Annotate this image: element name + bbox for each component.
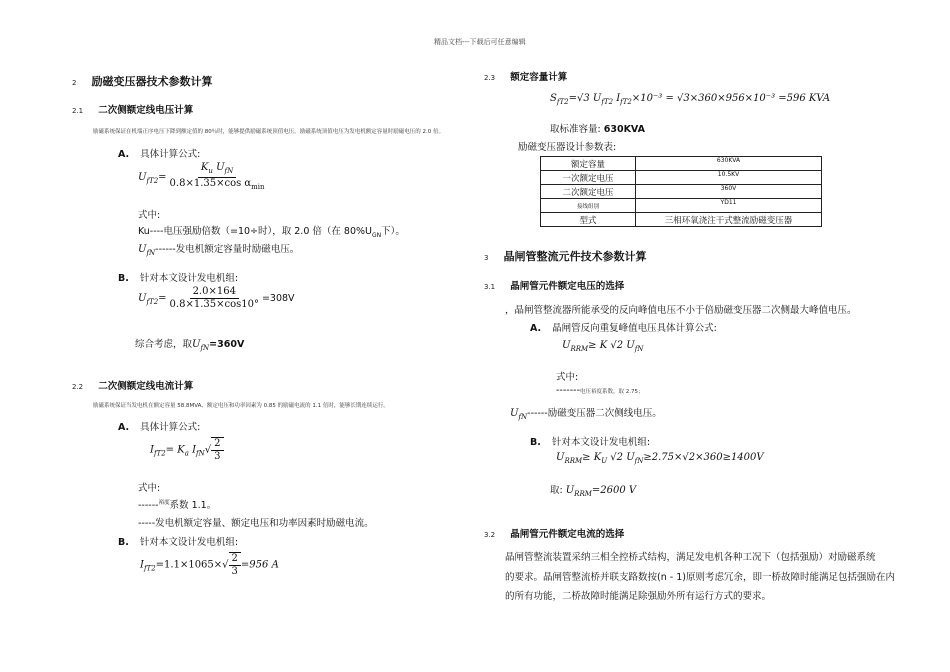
section-3-1-heading: [484, 274, 624, 293]
item-text: 针对本文设计发电机组:: [139, 273, 239, 284]
definition-text: ------励磁变压器二次侧线电压。: [527, 408, 662, 419]
formula-symbol: U: [138, 293, 147, 304]
formula-numerator: 2: [211, 438, 223, 451]
item-label: A.: [530, 323, 542, 334]
formula-operator: = K: [165, 444, 185, 456]
formula-subscript: fN: [224, 167, 234, 175]
formula-symbol: U: [562, 340, 571, 351]
section-2-2-heading: [72, 374, 193, 393]
page-header: 精品文档---下载后可任意编辑: [434, 38, 526, 46]
formula-body: =√3 U: [568, 93, 602, 104]
formula-subscript: fN: [196, 449, 205, 458]
section-2-3-heading: [484, 65, 567, 84]
formula-symbol: U: [556, 452, 565, 463]
formula-body-2: √2 U: [610, 452, 635, 463]
formula-fraction: [211, 437, 223, 463]
formula-symbol: I: [616, 93, 621, 104]
section-number: 3: [484, 254, 489, 262]
section-title: 晶闸管元件额定电流的选择: [510, 529, 625, 540]
formula-urrm: [562, 340, 643, 353]
formula-symbol: U: [510, 408, 519, 419]
item-b: [118, 534, 238, 548]
table-caption: 励磁变压器设计参数表:: [518, 142, 617, 153]
item-a: [530, 320, 717, 334]
formula-tail: ≥2.75×√2×360≥1400V: [643, 452, 764, 463]
definition-text: ------发电机额定容量时励磁电压。: [155, 244, 300, 255]
item-label: A.: [118, 149, 130, 160]
formula-numerator: K: [200, 162, 209, 173]
formula-subscript: fT2: [556, 98, 569, 106]
section-title: 励磁变压器技术参数计算: [91, 75, 213, 88]
formula-ufT2: $U_{fT2}=$ $\frac{K_u U_{fN}}{0.8\times 1.35\times\cos \alpha_{min}}$: [138, 162, 268, 193]
standard-capacity: [550, 121, 645, 135]
capacity-value: 630KVA: [603, 124, 645, 135]
table-cell-label: 额定容量: [541, 157, 636, 171]
item-label: A.: [118, 422, 130, 433]
formula-tail: ×10⁻³ = √3×360×956×10⁻³ =596 KVA: [631, 93, 831, 104]
formula-sfT2: [550, 93, 830, 106]
formula-fraction: [167, 286, 262, 311]
formula-symbol: I: [140, 559, 144, 571]
ka-definition: [138, 497, 216, 511]
formula-subscript: fN: [634, 457, 644, 465]
paragraph-line: 的所有功能，二桥故障时能满足除强励外所有运行方式的要求。: [505, 591, 772, 602]
capacity-label: 取标准容量:: [550, 124, 601, 135]
formula-subscript: fT2: [153, 449, 166, 458]
conclusion-line: [135, 336, 244, 352]
formula-fraction: [229, 552, 241, 578]
item-text: 具体计算公式:: [140, 422, 201, 433]
section-number: 3.2: [484, 531, 496, 539]
table-cell-label: 二次额定电压: [541, 185, 636, 199]
ufn-definition: [138, 241, 299, 257]
table-cell-value: YD11: [636, 199, 822, 213]
formula-ufT2-calc: $U_{fT2}=$ $\frac{2.0\times 164}{0.8\times 1.35\times\cos 10^\circ}$ =308V: [138, 286, 295, 310]
table-row: [541, 185, 822, 199]
formula-denominator: 0.8×1.35×cos10°: [169, 299, 259, 310]
formula-symbol: U: [138, 172, 147, 183]
section-2-2-description: 励磁系统保证当发电机在额定容量 58.8MVA、额定电压和功率因素为 0.85 的励磁电流的 1.1 倍时，能够长期连续运行。: [93, 403, 389, 409]
take-label: 取:: [550, 485, 563, 496]
section-title: 二次侧额定线电压计算: [98, 105, 194, 116]
where-label: 式中:: [138, 483, 161, 494]
formula-fraction: [167, 162, 268, 193]
table-cell-value: 360V: [636, 185, 822, 199]
item-text: 晶闸管反向重复峰值电压具体计算公式:: [552, 323, 717, 334]
item-a: [118, 146, 200, 160]
formula-subscript: u: [208, 167, 213, 175]
formula-symbol: S: [550, 93, 557, 104]
ufn-definition: [510, 405, 662, 421]
formula-numerator: 2.0×164: [190, 286, 239, 299]
section-title: 二次侧额定线电流计算: [98, 381, 194, 392]
definition-text: 电压裕度系数，取 2.75；: [580, 389, 644, 395]
take-value: [550, 482, 636, 498]
definition-prefix: -------: [556, 385, 580, 396]
formula-denominator: 3: [214, 451, 221, 462]
definition-text: 系数 1.1。: [169, 500, 217, 511]
table-cell-label: 型式: [541, 213, 636, 227]
formula-subscript: fT2: [146, 177, 159, 185]
table-row: [541, 171, 822, 185]
formula-subscript: RRM: [564, 457, 583, 465]
formula-subscript: min: [251, 183, 265, 191]
formula-result: =2600 V: [591, 485, 637, 496]
table-cell-label: 一次额定电压: [541, 171, 636, 185]
formula-symbol: U: [192, 339, 201, 350]
formula-urrm-calc: [556, 452, 764, 465]
formula-result: =308V: [261, 293, 295, 304]
definition-text: Ku----电压强励倍数（=10÷时），取 2.0 倍（在 80%U: [138, 226, 372, 237]
section-number: 3.1: [484, 283, 496, 291]
formula-numerator-2: U: [216, 162, 225, 173]
formula-subscript: fN: [200, 343, 210, 352]
section-title: 额定容量计算: [510, 72, 568, 83]
formula-subscript: RRM: [574, 489, 592, 498]
definition-small: 裕度: [158, 499, 170, 506]
item-text: 具体计算公式:: [140, 149, 201, 160]
table-row: [541, 157, 822, 171]
item-text: 针对本文设计发电机组:: [139, 537, 239, 548]
section-2-1-heading: [72, 98, 193, 117]
formula-ifT2-calc: $I_{fT2}=1.1\times 1065\times√$ $\frac{2}{3}$ =956 A: [140, 553, 279, 577]
table-cell-label: 接线组别: [541, 199, 636, 213]
formula-subscript: fN: [634, 345, 644, 353]
where-label: 式中:: [556, 372, 579, 383]
formula-result: =956 A: [240, 559, 279, 571]
definition-end: 下）。: [381, 226, 405, 237]
section-number: 2.3: [484, 74, 496, 82]
table-cell-value: 三相环氧浇注干式整流励磁变压器: [636, 213, 822, 227]
formula-subscript: U: [601, 457, 608, 465]
section-number: 2: [72, 79, 77, 87]
paragraph-line: 晶闸管整流装置采纳三相全控桥式结构，满足发电机各种工况下（包括强励）对励磁系统: [505, 552, 876, 563]
where-label: 式中:: [138, 210, 161, 221]
formula-symbol: I: [192, 444, 197, 456]
formula-subscript: fT2: [146, 298, 159, 306]
formula-ifT2: $I_{fT2}= K_a$ $I_{fN}√$ $\frac{2}{3}$: [150, 437, 224, 463]
formula-denominator: 3: [231, 566, 238, 577]
item-label: B.: [530, 437, 541, 448]
table-cell-value: 630KVA: [636, 157, 822, 171]
k-definition: [556, 385, 644, 396]
formula-body: ≥ K: [582, 452, 602, 463]
formula-subscript: fT2: [143, 564, 156, 573]
section-number: 2.2: [72, 383, 84, 391]
formula-body: ≥ K √2 U: [588, 340, 635, 351]
formula-operator: =1.1×1065×: [155, 559, 223, 571]
table-row: [541, 213, 822, 227]
formula-numerator: 2: [229, 553, 241, 566]
formula-subscript: a: [184, 449, 189, 458]
section-title: 晶闸管整流元件技术参数计算: [503, 250, 647, 263]
section-3-2-heading: [484, 522, 624, 541]
formula-subscript: fT2: [601, 98, 614, 106]
conclusion-text: 综合考虑，取: [135, 339, 193, 350]
item-text: 针对本文设计发电机组:: [551, 437, 651, 448]
formula-subscript: fN: [146, 248, 156, 257]
formula-subscript: fT2: [620, 98, 632, 106]
section-3-1-description: ，晶闸管整流器所能承受的反向峰值电压不小于倍励磁变压器二次侧最大峰值电压。: [505, 305, 857, 316]
item-label: B.: [118, 273, 129, 284]
section-2-heading: [72, 70, 213, 89]
item-b: [118, 270, 238, 284]
formula-symbol: U: [138, 244, 147, 255]
section-3-heading: [484, 245, 647, 264]
formula-subscript: RRM: [570, 345, 589, 353]
ku-definition: [138, 223, 405, 239]
item-label: B.: [118, 537, 129, 548]
definition-subscript: GN: [371, 231, 382, 239]
ifn-definition: -----发电机额定容量、额定电压和功率因素时励磁电流。: [138, 518, 374, 529]
table-row: [541, 199, 822, 213]
paragraph-line: 的要求。晶闸管整流桥并联支路数按(n - 1)原则考虑冗余，即一桥故障时能满足包括强励在内: [505, 572, 895, 583]
formula-denominator: 0.8×1.35×cos α: [169, 178, 252, 189]
definition-prefix: ------: [138, 500, 159, 511]
spec-table: [540, 156, 822, 227]
item-a: [118, 419, 200, 433]
item-b: [530, 434, 650, 448]
section-2-1-description: 励磁系统保证在机端正序电压下降到额定值的 80％时，能够提供励磁系统顶值电压。励磁系统顶值电压为发电机额定容量时励磁电压的 2.0 倍。: [93, 129, 444, 135]
section-title: 晶闸管元件额定电压的选择: [510, 281, 625, 292]
conclusion-value: =360V: [209, 339, 245, 350]
formula-symbol: I: [150, 444, 154, 456]
section-number: 2.1: [72, 107, 84, 115]
formula-symbol: U: [565, 485, 575, 496]
formula-subscript: fN: [518, 412, 528, 421]
table-cell-value: 10.5KV: [636, 171, 822, 185]
